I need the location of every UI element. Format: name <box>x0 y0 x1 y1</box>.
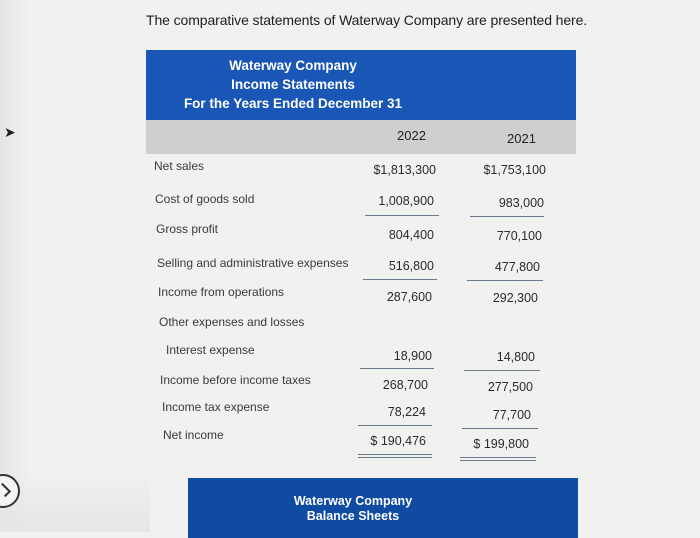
photo-shadow <box>0 472 150 532</box>
value-2021: 477,800 <box>494 260 540 274</box>
balance-company-name: Waterway Company <box>293 494 413 508</box>
row-label: Other expenses and losses <box>159 315 305 329</box>
row-label: Net sales <box>154 159 205 173</box>
row-label: Income from operations <box>158 285 285 299</box>
value-2021: 292,300 <box>492 291 538 305</box>
balance-sheet-header <box>188 478 578 538</box>
total-rule <box>358 454 432 455</box>
total-double-rule <box>460 460 536 461</box>
mouse-cursor-icon: ➤ <box>4 124 16 140</box>
subtotal-rule <box>464 370 540 371</box>
value-2022: $1,813,300 <box>373 163 436 177</box>
value-2021: 770,100 <box>496 229 542 243</box>
company-name: Waterway Company <box>229 58 357 73</box>
subtotal-rule <box>363 279 437 280</box>
intro-text: The comparative statements of Waterway Company are presented here. <box>146 12 588 28</box>
total-double-rule <box>358 457 432 458</box>
photo-edge <box>0 0 30 532</box>
value-2021: 14,800 <box>496 350 535 364</box>
row-label: Gross profit <box>156 222 219 236</box>
balance-statement-title: Balance Sheets <box>306 509 400 523</box>
value-2022: 1,008,900 <box>378 194 434 208</box>
row-label: Income before income taxes <box>160 373 311 387</box>
income-statement-header <box>146 50 576 120</box>
value-2022: 78,224 <box>387 405 426 419</box>
value-2022: 287,600 <box>386 290 432 304</box>
row-label: Cost of goods sold <box>155 192 255 206</box>
row-label: Selling and administrative expenses <box>157 256 349 270</box>
total-rule <box>460 457 536 458</box>
statement-period: For the Years Ended December 31 <box>183 96 403 111</box>
row-label: Income tax expense <box>162 400 270 414</box>
value-2022: 18,900 <box>393 349 432 363</box>
value-2021: 277,500 <box>487 380 533 394</box>
subtotal-rule <box>470 216 544 217</box>
value-2021: 77,700 <box>492 408 531 422</box>
value-2022: $ 190,476 <box>370 434 426 448</box>
subtotal-rule <box>467 280 543 281</box>
year-2022: 2022 <box>397 128 426 143</box>
value-2022: 516,800 <box>388 259 434 273</box>
value-2021: $1,753,100 <box>483 163 546 177</box>
subtotal-rule <box>358 425 432 426</box>
subtotal-rule <box>365 215 439 216</box>
statement-title: Income Statements <box>231 77 355 92</box>
year-2021: 2021 <box>507 131 536 146</box>
row-label: Net income <box>163 428 224 442</box>
value-2022: 268,700 <box>382 378 428 392</box>
value-2022: 804,400 <box>388 228 434 242</box>
row-label: Interest expense <box>166 343 255 357</box>
subtotal-rule <box>462 428 538 429</box>
subtotal-rule <box>360 368 434 369</box>
value-2021: $ 199,800 <box>473 437 529 451</box>
value-2021: 983,000 <box>498 196 544 210</box>
